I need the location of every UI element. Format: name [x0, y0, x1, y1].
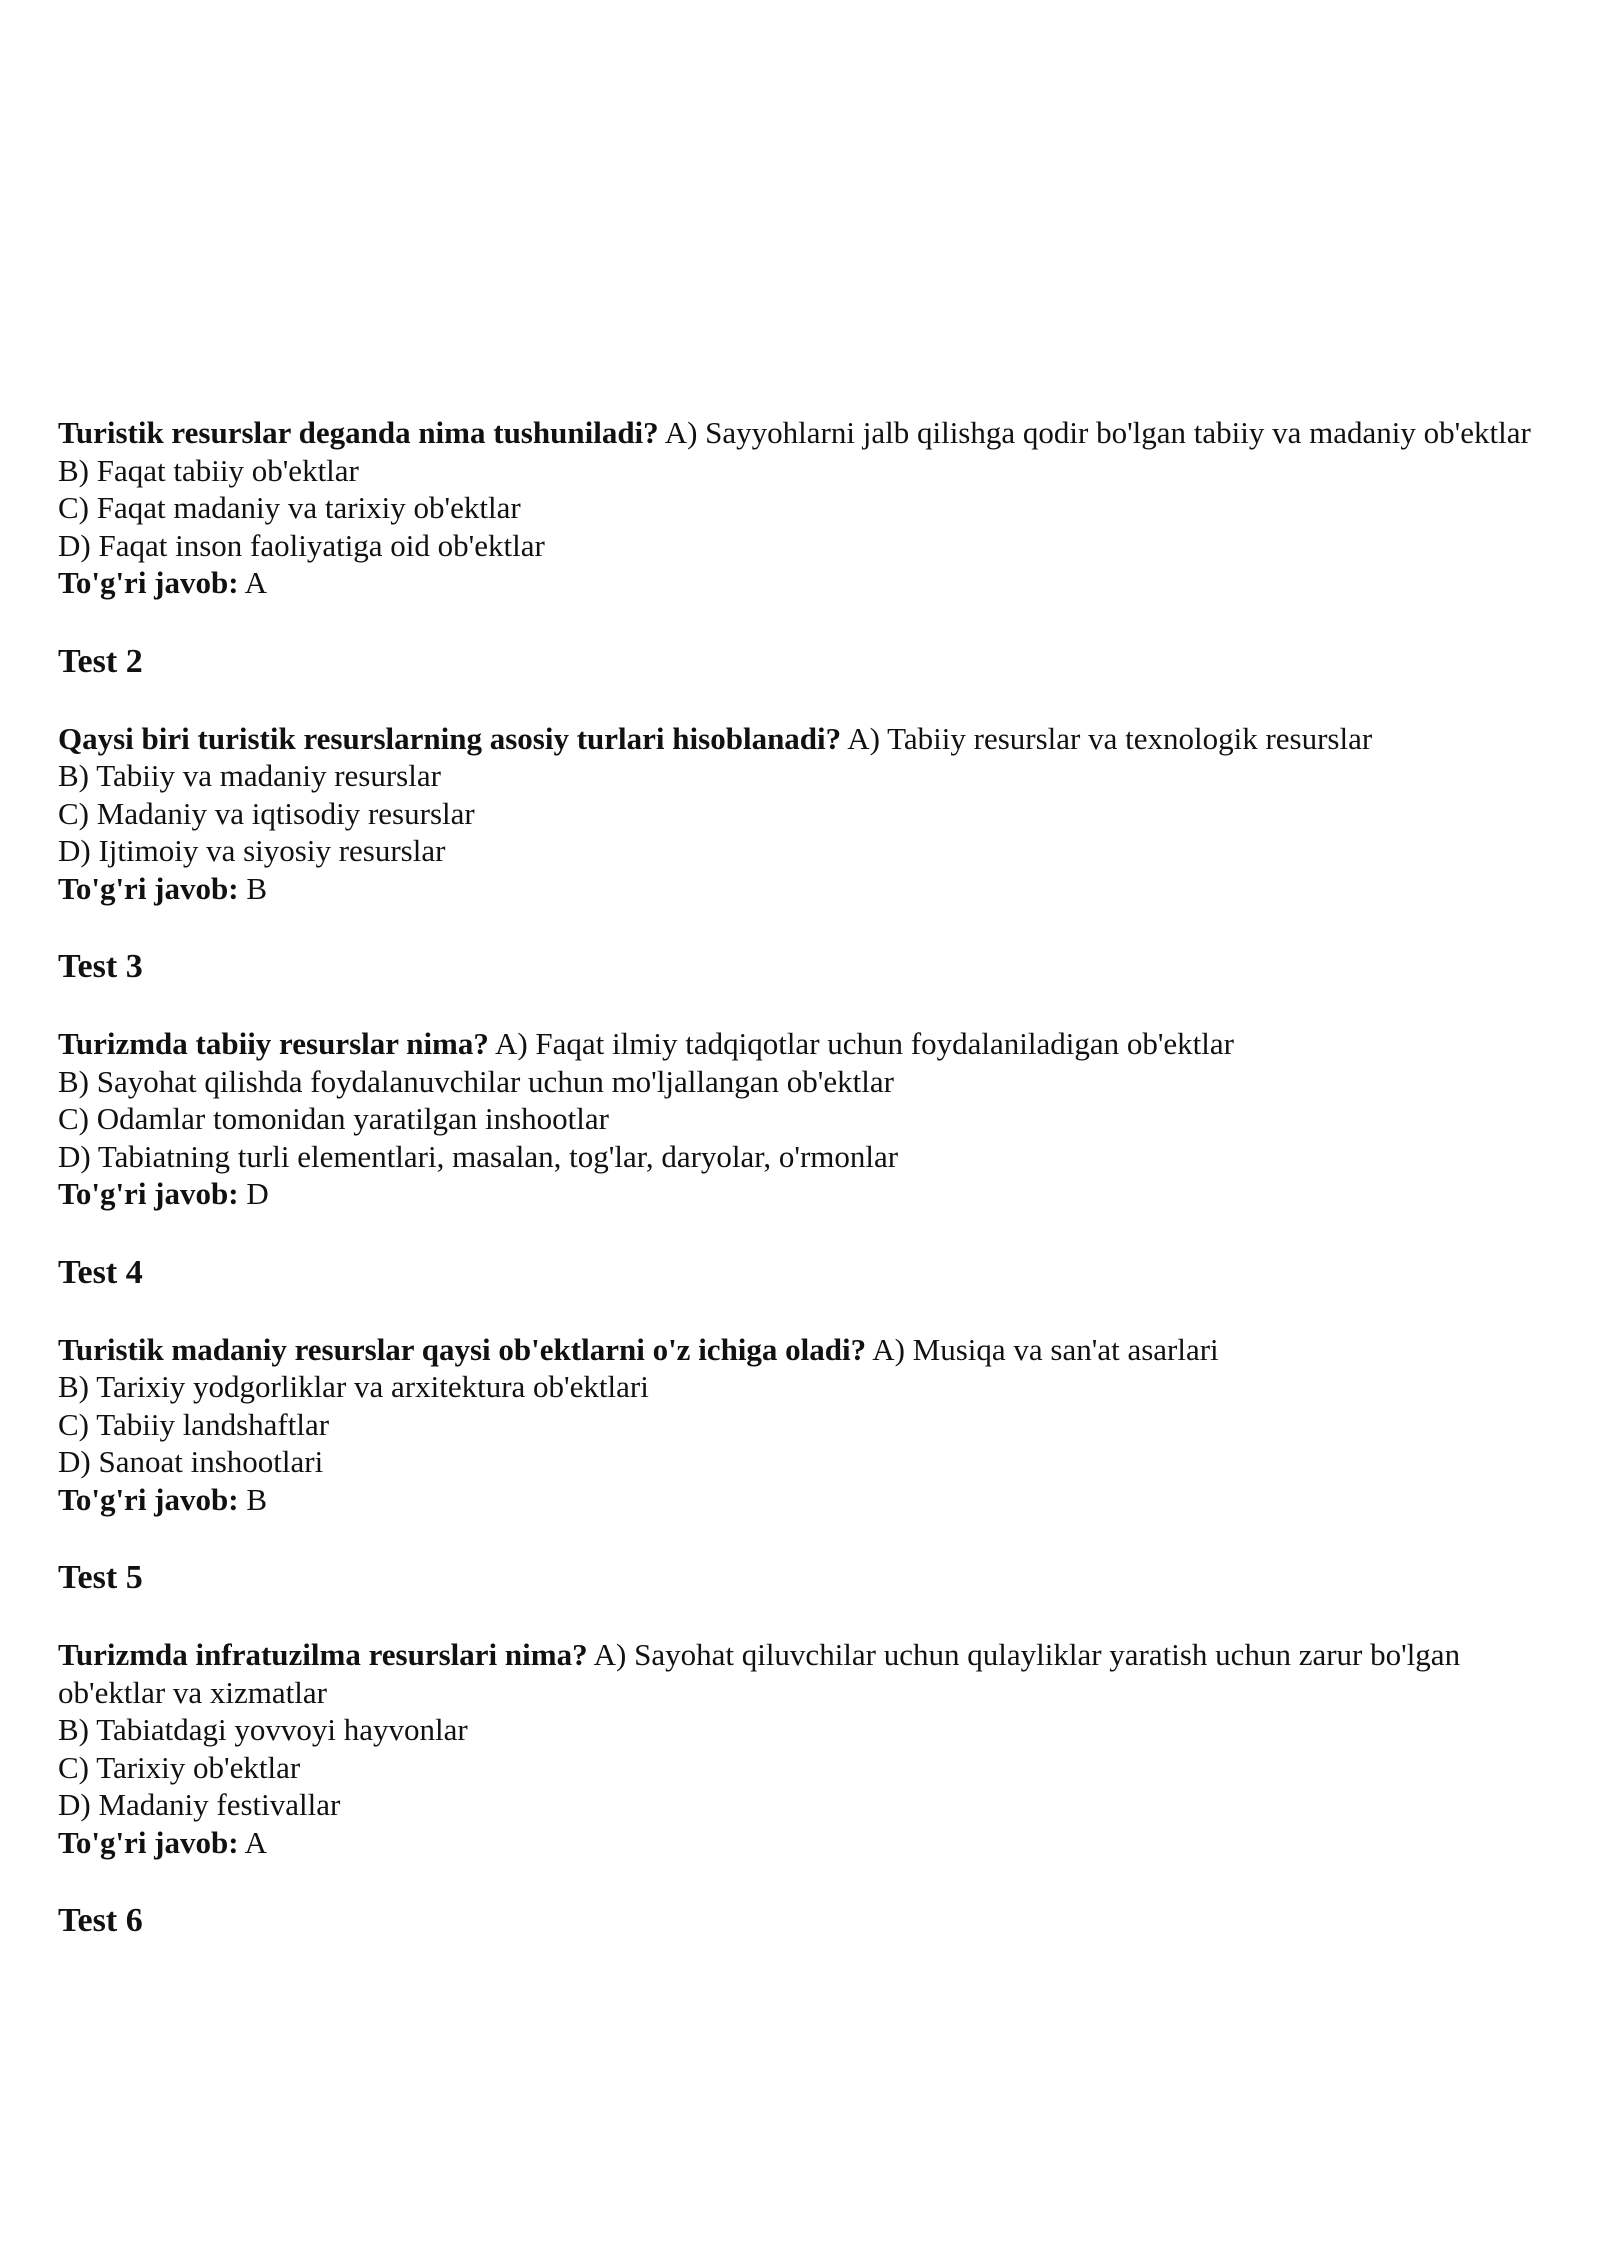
document-page [58, 414, 1542, 1979]
option-c: C) Tarixiy ob'ektlar [58, 1749, 301, 1785]
answer-value: D [246, 1176, 269, 1211]
test-heading: Test 4 [58, 1253, 143, 1291]
option-b: B) Tarixiy yodgorliklar va arxitektura ob'ektlari [58, 1369, 649, 1404]
test-block-2 [58, 720, 1542, 908]
option-b: B) Tabiatdagi yovvoyi hayvonlar [58, 1712, 468, 1747]
question-text: Turizmda infratuzilma resurslari nima? [58, 1637, 588, 1672]
question-line [58, 720, 1542, 758]
question-line [58, 1025, 1542, 1063]
question-text: Qaysi biri turistik resurslarning asosiy turlari hisoblanadi? [58, 720, 842, 756]
option-d: D) Madaniy festivallar [58, 1787, 341, 1822]
test-heading: Test 3 [58, 948, 143, 985]
test-heading: Test 5 [58, 1559, 143, 1596]
option-a: A) Tabiiy resurslar va texnologik resurslar [847, 720, 1373, 756]
test-heading: Test 6 [58, 1902, 143, 1939]
option-d: D) Sanoat inshootlari [58, 1444, 324, 1479]
answer-value: A [244, 1824, 268, 1860]
answer-label: To'g'ri javob: [58, 1176, 239, 1211]
answer-value: B [246, 870, 268, 906]
answer-value: A [244, 565, 268, 600]
answer-line [58, 870, 1542, 908]
test-heading: Test 2 [58, 642, 143, 680]
option-c: C) Faqat madaniy va tarixiy ob'ektlar [58, 490, 521, 525]
option-a: A) Musiqa va san'at asarlari [872, 1331, 1219, 1367]
answer-label: To'g'ri javob: [58, 1481, 239, 1517]
option-d: D) Ijtimoiy va siyosiy resurslar [58, 833, 446, 868]
test-block-5 [58, 1636, 1542, 1861]
answer-label: To'g'ri javob: [58, 565, 239, 600]
question-text: Turistik madaniy resurslar qaysi ob'ektlarni o'z ichiga oladi? [58, 1331, 867, 1367]
question-text: Turizmda tabiiy resurslar nima? [58, 1026, 489, 1061]
option-b: B) Sayohat qilishda foydalanuvchilar uchun mo'ljallangan ob'ektlar [58, 1063, 894, 1099]
option-d: D) Faqat inson faoliyatiga oid ob'ektlar [58, 527, 545, 563]
test-block-3 [58, 1025, 1542, 1213]
test-block-4 [58, 1331, 1542, 1519]
question-line [58, 1636, 1542, 1711]
question-line [58, 414, 1542, 452]
question-text: Turistik resurslar deganda nima tushuniladi? [58, 415, 659, 450]
answer-line [58, 564, 1542, 602]
answer-line [58, 1824, 1542, 1862]
option-a: A) Sayohat qiluvchilar uchun qulayliklar yaratish uchun zarur bo'lgan ob'ektlar va xizmatlar [58, 1637, 1461, 1710]
option-a: A) Faqat ilmiy tadqiqotlar uchun foydalaniladigan ob'ektlar [494, 1026, 1234, 1061]
answer-line [58, 1481, 1542, 1519]
option-d: D) Tabiatning turli elementlari, masalan, tog'lar, daryolar, o'rmonlar [58, 1138, 899, 1174]
answer-line [58, 1175, 1542, 1213]
test-block-1 [58, 414, 1542, 602]
answer-value: B [246, 1481, 268, 1517]
answer-label: To'g'ri javob: [58, 1824, 239, 1860]
option-b: B) Tabiiy va madaniy resurslar [58, 758, 441, 793]
option-a: A) Sayyohlarni jalb qilishga qodir bo'lgan tabiiy va madaniy ob'ektlar [664, 415, 1531, 450]
answer-label: To'g'ri javob: [58, 870, 239, 906]
option-c: C) Tabiiy landshaftlar [58, 1406, 330, 1442]
option-b: B) Faqat tabiiy ob'ektlar [58, 452, 359, 488]
option-c: C) Odamlar tomonidan yaratilgan inshootlar [58, 1101, 609, 1136]
question-line [58, 1331, 1542, 1369]
option-c: C) Madaniy va iqtisodiy resurslar [58, 795, 475, 831]
